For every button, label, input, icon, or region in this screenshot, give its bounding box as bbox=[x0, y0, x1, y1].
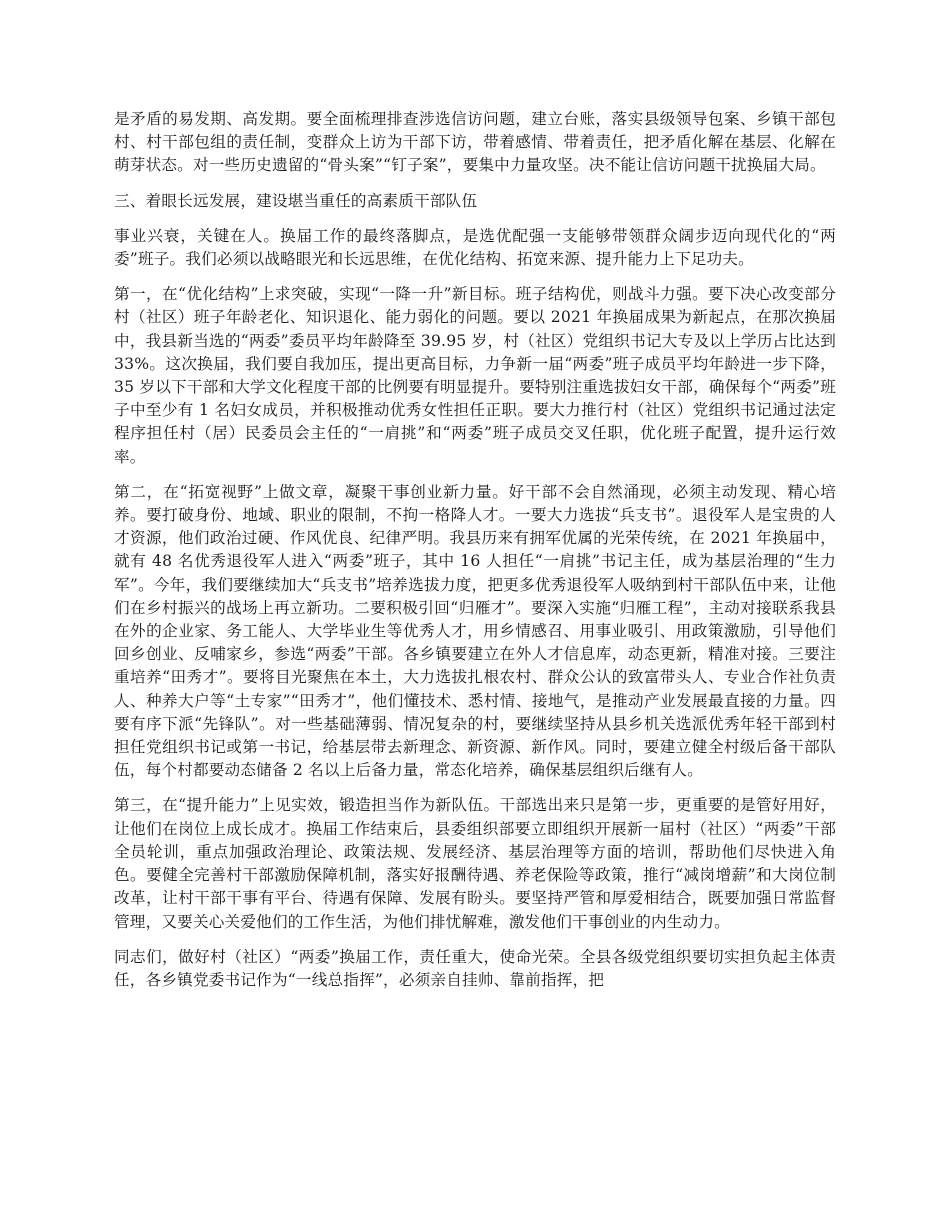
paragraph-improve-ability: 第三，在“提升能力”上见实效，锻造担当作为新队伍。干部选出来只是第一步，更重要的是管好用好，让他们在岗位上成长成才。换届工作结束后，县委组织部要立即组织开展新一届村（社区）“两委”干部全员轮训，重点加强政治理论、政策法规、发展经济、基层治理等方面的培训，帮助他们尽快进入角色。要健全完善村干部激励保障机制，落实好报酬待遇、养老保险等政策，推行“减岗增薪”和大岗位制改革，让村干部干事有平台、待遇有保障、发展有盼头。要坚持严管和厚爱相结合，既要加强日常监督管理，又要关心关爱他们的工作生活，为他们排忧解难，激发他们干事创业的内生动力。 bbox=[114, 796, 836, 931]
paragraph-closing: 同志们，做好村（社区）“两委”换届工作，责任重大，使命光荣。全县各级党组织要切实担负起主体责任，各乡镇党委书记作为“一线总指挥”，必须亲自挂帅、靠前指挥，把 bbox=[114, 947, 836, 989]
paragraph-optimize-structure: 第一，在“优化结构”上求突破，实现“一降一升”新目标。班子结构优，则战斗力强。要下决心改变部分村（社区）班子年龄老化、知识退化、能力弱化的问题。要以 2021 年换届成果为新起点，在那次换届中，我县新当选的“两委”委员平均年龄降至 39.95 岁，村（社区）党组织书记大专及以上学历占比达到 33%。这次换届，我们要自我加压，提出更高目标，力争新一届“两委”班子成员平均年龄进一步下降，35 岁以下干部和大学文化程度干部的比例要有明显提升。要特别注重选拔妇女干部，确保每个“两委”班子中至少有 1 名妇女成员，并积极推动优秀女性担任正职。要大力推行村（社区）党组织书记通过法定程序担任村（居）民委员会主任的“一肩挑”和“两委”班子成员交叉任职，优化班子配置，提升运行效率。 bbox=[114, 285, 836, 466]
section-heading-3: 三、着眼长远发展，建设堪当重任的高素质干部队伍 bbox=[114, 191, 478, 210]
paragraph-intro-cadres: 事业兴衰，关键在人。换届工作的最终落脚点，是选优配强一支能够带领群众阔步迈向现代化的“两委”班子。我们必须以战略眼光和长远思维，在优化结构、拓宽来源、提升能力上下足功夫。 bbox=[114, 226, 836, 269]
paragraph-petition-issues: 是矛盾的易发期、高发期。要全面梳理排查涉选信访问题，建立台账，落实县级领导包案、乡镇干部包村、村干部包组的责任制，变群众上访为干部下访，带着感情、带着责任，把矛盾化解在基层、化解在萌芽状态。对一些历史遗留的“骨头案”“钉子案”，要集中力量攻坚。决不能让信访问题干扰换届大局。 bbox=[114, 110, 836, 175]
paragraph-broaden-vision: 第二，在“拓宽视野”上做文章，凝聚干事创业新力量。好干部不会自然涌现，必须主动发现、精心培养。要打破身份、地域、职业的限制，不拘一格降人才。一要大力选拔“兵支书”。退役军人是宝贵的人才资源，他们政治过硬、作风优良、纪律严明。我县历来有拥军优属的光荣传统，在 2021 年换届中，就有 48 名优秀退役军人进入“两委”班子，其中 16 人担任“一肩挑”书记主任，成为基层治理的“生力军”。今年，我们要继续加大“兵支书”培养选拔力度，把更多优秀退役军人吸纳到村干部队伍中来，让他们在乡村振兴的战场上再立新功。二要积极引回“归雁才”。要深入实施“归雁工程”，主动对接联系我县在外的企业家、务工能人、大学毕业生等优秀人才，用乡情感召、用事业吸引、用政策激励，引导他们回乡创业、反哺家乡，参选“两委”干部。各乡镇要建立在外人才信息库，动态更新，精准对接。三要注重培养“田秀才”。要将目光聚焦在本土，大力选拔扎根农村、群众公认的致富带头人、专业合作社负责人、种养大户等“土专家”“田秀才”，他们懂技术、悉村情、接地气，是推动产业发展最直接的力量。四要有序下派“先锋队”。对一些基础薄弱、情况复杂的村，要继续坚持从县乡机关选派优秀年轻干部到村担任党组织书记或第一书记，给基层带去新理念、新资源、新作风。同时，要建立健全村级后备干部队伍，每个村都要动态储备 2 名以上后备力量，常态化培养，确保基层组织后继有人。 bbox=[114, 482, 836, 780]
document-page bbox=[114, 108, 836, 1004]
